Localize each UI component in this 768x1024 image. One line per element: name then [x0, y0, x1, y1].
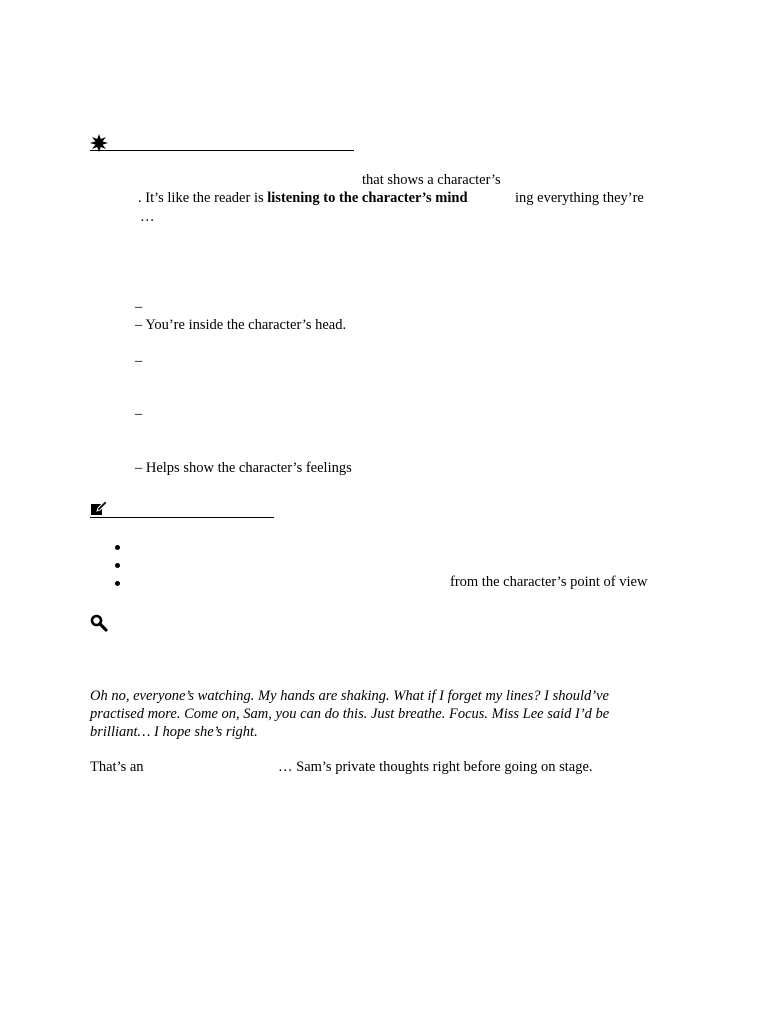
feature-dash-3: – — [135, 406, 143, 422]
pencil-note-icon — [90, 499, 108, 517]
heading-underline — [90, 150, 354, 151]
intro-line-2-end: ing everything they’re — [515, 190, 644, 206]
bullet-2 — [115, 563, 120, 568]
intro-line-2 — [138, 190, 468, 207]
feature-dash-1: – — [135, 299, 143, 315]
conclusion-start: That’s an — [90, 759, 144, 775]
feature-shows-feelings: – Helps show the character’s feelings — [135, 460, 352, 476]
conclusion-end: … Sam’s private thoughts right before going on stage. — [278, 759, 593, 775]
intro-line-2-bold: listening to the character’s mind — [267, 190, 468, 206]
heading-underline — [90, 517, 274, 518]
bullet-3 — [115, 581, 120, 586]
magnifier-icon — [90, 614, 108, 632]
bullet-3-text: from the character’s point of view — [450, 574, 648, 590]
intro-text-tail: that shows a character’s — [362, 172, 501, 188]
intro-line-2-start: . It’s like the reader is — [138, 190, 268, 206]
intro-line-3: … — [140, 209, 155, 225]
feature-inside-head: – You’re inside the character’s head. — [135, 317, 347, 333]
example-quote: Oh no, everyone’s watching. My hands are shaking. What if I forget my lines? I should’ve practised more. Come on, Sam, you can do this. Just breathe. Focus. Miss Lee said I’d be brilliant… I hope she’s right. — [90, 688, 610, 740]
bullet-1 — [115, 545, 120, 550]
feature-dash-2: – — [135, 353, 143, 369]
